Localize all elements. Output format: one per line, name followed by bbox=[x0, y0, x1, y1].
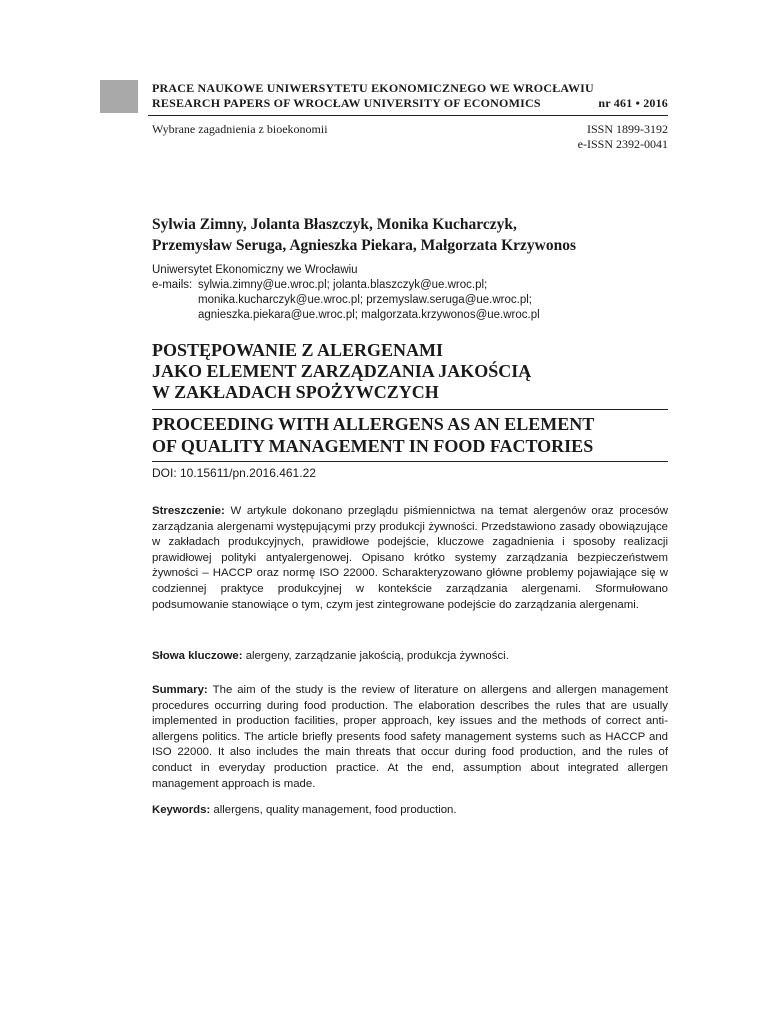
affiliation: Uniwersytet Ekonomiczny we Wrocławiu bbox=[152, 264, 358, 276]
journal-gray-marker bbox=[100, 80, 138, 113]
journal-header bbox=[152, 81, 668, 111]
issue-number: nr 461 • 2016 bbox=[598, 96, 668, 110]
eissn: e-ISSN 2392-0041 bbox=[577, 137, 668, 151]
title-bottom-rule bbox=[152, 461, 668, 462]
emails-line-2: monika.kucharczyk@ue.wroc.pl; przemyslaw.seruga@ue.wroc.pl; bbox=[198, 294, 532, 306]
keywords-english bbox=[152, 803, 668, 819]
issn-block bbox=[578, 122, 668, 152]
keywords-en-label: Keywords: bbox=[152, 804, 214, 816]
keywords-polish bbox=[152, 649, 668, 665]
title-en-line-1: PROCEEDING WITH ALLERGENS AS AN ELEMENT bbox=[152, 414, 595, 434]
keywords-pl-label: Słowa kluczowe: bbox=[152, 650, 246, 662]
doi: DOI: 10.15611/pn.2016.461.22 bbox=[152, 466, 316, 480]
series-title: Wybrane zagadnienia z bioekonomii bbox=[152, 122, 328, 136]
journal-name-en: RESEARCH PAPERS OF WROCŁAW UNIVERSITY OF ECONOMICS bbox=[152, 96, 541, 110]
title-pl-line-2: JAKO ELEMENT ZARZĄDZANIA JAKOŚCIĄ bbox=[152, 361, 532, 381]
title-english bbox=[152, 413, 672, 457]
abstract-pl-text: W artykule dokonano przeglądu piśmiennictwa na temat alergenów oraz procesów zarządzania alergenami występującymi przy produkcji żywności. Przedstawiono zasady obowiązujące w zakładach produkcyjnych, prawidłowe podejście, kluczowe zagadnienia i sposoby realizacji prawidłowej polityki antyalergenowej. Opisano krótko systemy zarządzania bezpieczeństwem żywności – HACCP oraz normę ISO 22000. Scharakteryzowano główne problemy pojawiające się w codziennej praktyce produkcyjnej w kontekście zarządzania alergenami. Sformułowano podsumowanie stanowiące o tym, czym jest zintegrowane podejście do zarządzania alergenami. bbox=[152, 505, 668, 611]
title-en-line-2: OF QUALITY MANAGEMENT IN FOOD FACTORIES bbox=[152, 436, 594, 456]
keywords-en-text: allergens, quality management, food production. bbox=[213, 804, 457, 816]
title-pl-line-1: POSTĘPOWANIE Z ALERGENAMI bbox=[152, 340, 444, 360]
authors-line-1: Sylwia Zimny, Jolanta Błaszczyk, Monika Kucharczyk, bbox=[152, 216, 517, 233]
emails-label: e-mails: bbox=[152, 279, 193, 291]
abstract-en-text: The aim of the study is the review of literature on allergens and allergen management procedures occurring during food production. The elaboration describes the rules that are usually implemented in production facilities, proper approach, key issues and the methods of correct anti-allergens politics. The article briefly presents food safety management systems such as HACCP and ISO 22000. It also includes the main threats that occur during food production, and the rules of conduct in everyday production practice. At the end, assumption about integrated allergen management approach is made. bbox=[152, 684, 669, 790]
emails-line-1: sylwia.zimny@ue.wroc.pl; jolanta.blaszczyk@ue.wroc.pl; bbox=[198, 279, 488, 291]
title-polish bbox=[152, 340, 672, 403]
abstract-polish bbox=[152, 504, 668, 613]
emails-block bbox=[152, 278, 672, 323]
issn: ISSN 1899-3192 bbox=[586, 122, 668, 136]
authors-line-2: Przemysław Seruga, Agnieszka Piekara, Małgorzata Krzywonos bbox=[152, 237, 577, 254]
keywords-pl-text: alergeny, zarządzanie jakością, produkcja żywności. bbox=[245, 650, 509, 662]
abstract-english bbox=[152, 683, 668, 792]
header-rule bbox=[148, 115, 668, 116]
abstract-en-label: Summary: bbox=[152, 684, 213, 696]
journal-name-pl: PRACE NAUKOWE UNIWERSYTETU EKONOMICZNEGO WE WROCŁAWIU bbox=[152, 81, 594, 95]
affiliation-block bbox=[152, 263, 672, 323]
title-pl-line-3: W ZAKŁADACH SPOŻYWCZYCH bbox=[152, 382, 439, 402]
author-list bbox=[152, 214, 672, 256]
abstract-pl-label: Streszczenie: bbox=[152, 505, 231, 517]
emails-line-3: agnieszka.piekara@ue.wroc.pl; malgorzata.krzywonos@ue.wroc.pl bbox=[198, 309, 540, 321]
title-divider bbox=[152, 409, 668, 410]
